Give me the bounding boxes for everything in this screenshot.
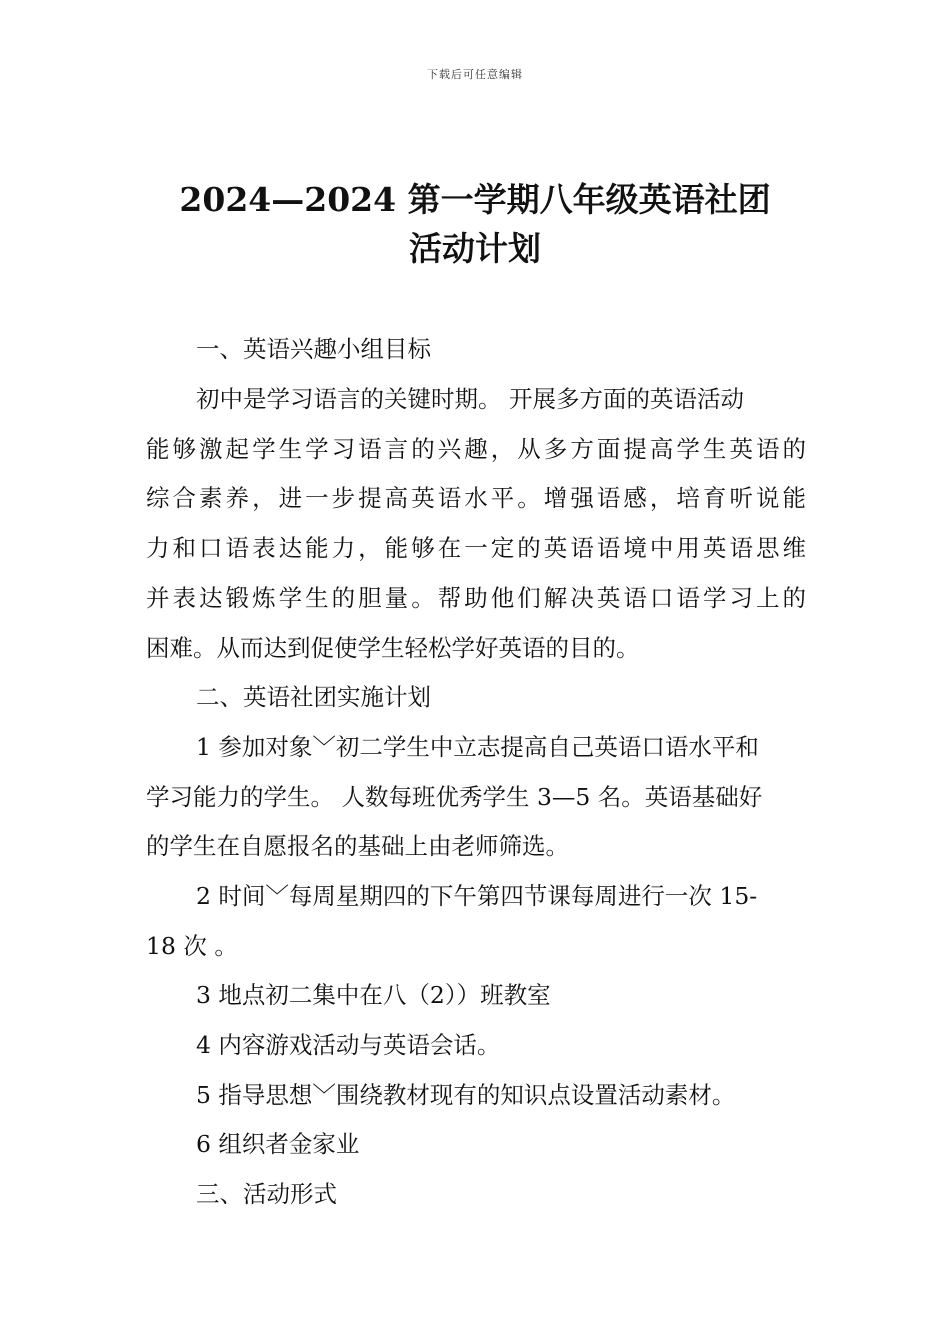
paragraph-line: 力和口语表达能力，能够在一定的英语语境中用英语思维 xyxy=(146,534,806,562)
paragraph-line: 并表达锻炼学生的胆量。帮助他们解决英语口语学习上的 xyxy=(146,584,806,612)
paragraph-line: 2 时间﹀每周星期四的下午第四节课每周进行一次 15- xyxy=(196,882,758,910)
paragraph-line: 18 次 。 xyxy=(146,932,238,960)
paragraph-line: 1 参加对象﹀初二学生中立志提高自己英语口语水平和 xyxy=(196,733,759,761)
paragraph-line: 6 组织者金家业 xyxy=(196,1130,360,1158)
document-title-line-2: 活动计划 xyxy=(409,229,541,268)
paragraph-line: 4 内容游戏活动与英语会话。 xyxy=(196,1031,501,1059)
paragraph-line: 能够激起学生学习语言的兴趣，从多方面提高学生英语的 xyxy=(146,435,806,463)
paragraph-line: 学习能力的学生。 人数每班优秀学生 3—5 名。英语基础好 xyxy=(146,783,763,811)
paragraph-line: 初中是学习语言的关键时期。 开展多方面的英语活动 xyxy=(196,385,744,413)
section-heading-1: 一、英语兴趣小组目标 xyxy=(196,335,431,363)
document-title-line-1: 2024—2024 第一学期八年级英语社团 xyxy=(179,180,771,219)
paragraph-line: 的学生在自愿报名的基础上由老师筛选。 xyxy=(146,832,569,860)
header-note: 下载后可任意编辑 xyxy=(427,68,523,81)
section-heading-2: 二、英语社团实施计划 xyxy=(196,683,431,711)
paragraph-line: 综合素养，进一步提高英语水平。增强语感，培育听说能 xyxy=(146,484,806,512)
section-heading-3: 三、活动形式 xyxy=(196,1180,337,1208)
paragraph-line: 困难。从而达到促使学生轻松学好英语的目的。 xyxy=(146,634,640,662)
paragraph-line: 3 地点初二集中在八（2））班教室 xyxy=(196,981,551,1009)
paragraph-line: 5 指导思想﹀围绕教材现有的知识点设置活动素材。 xyxy=(196,1081,736,1109)
